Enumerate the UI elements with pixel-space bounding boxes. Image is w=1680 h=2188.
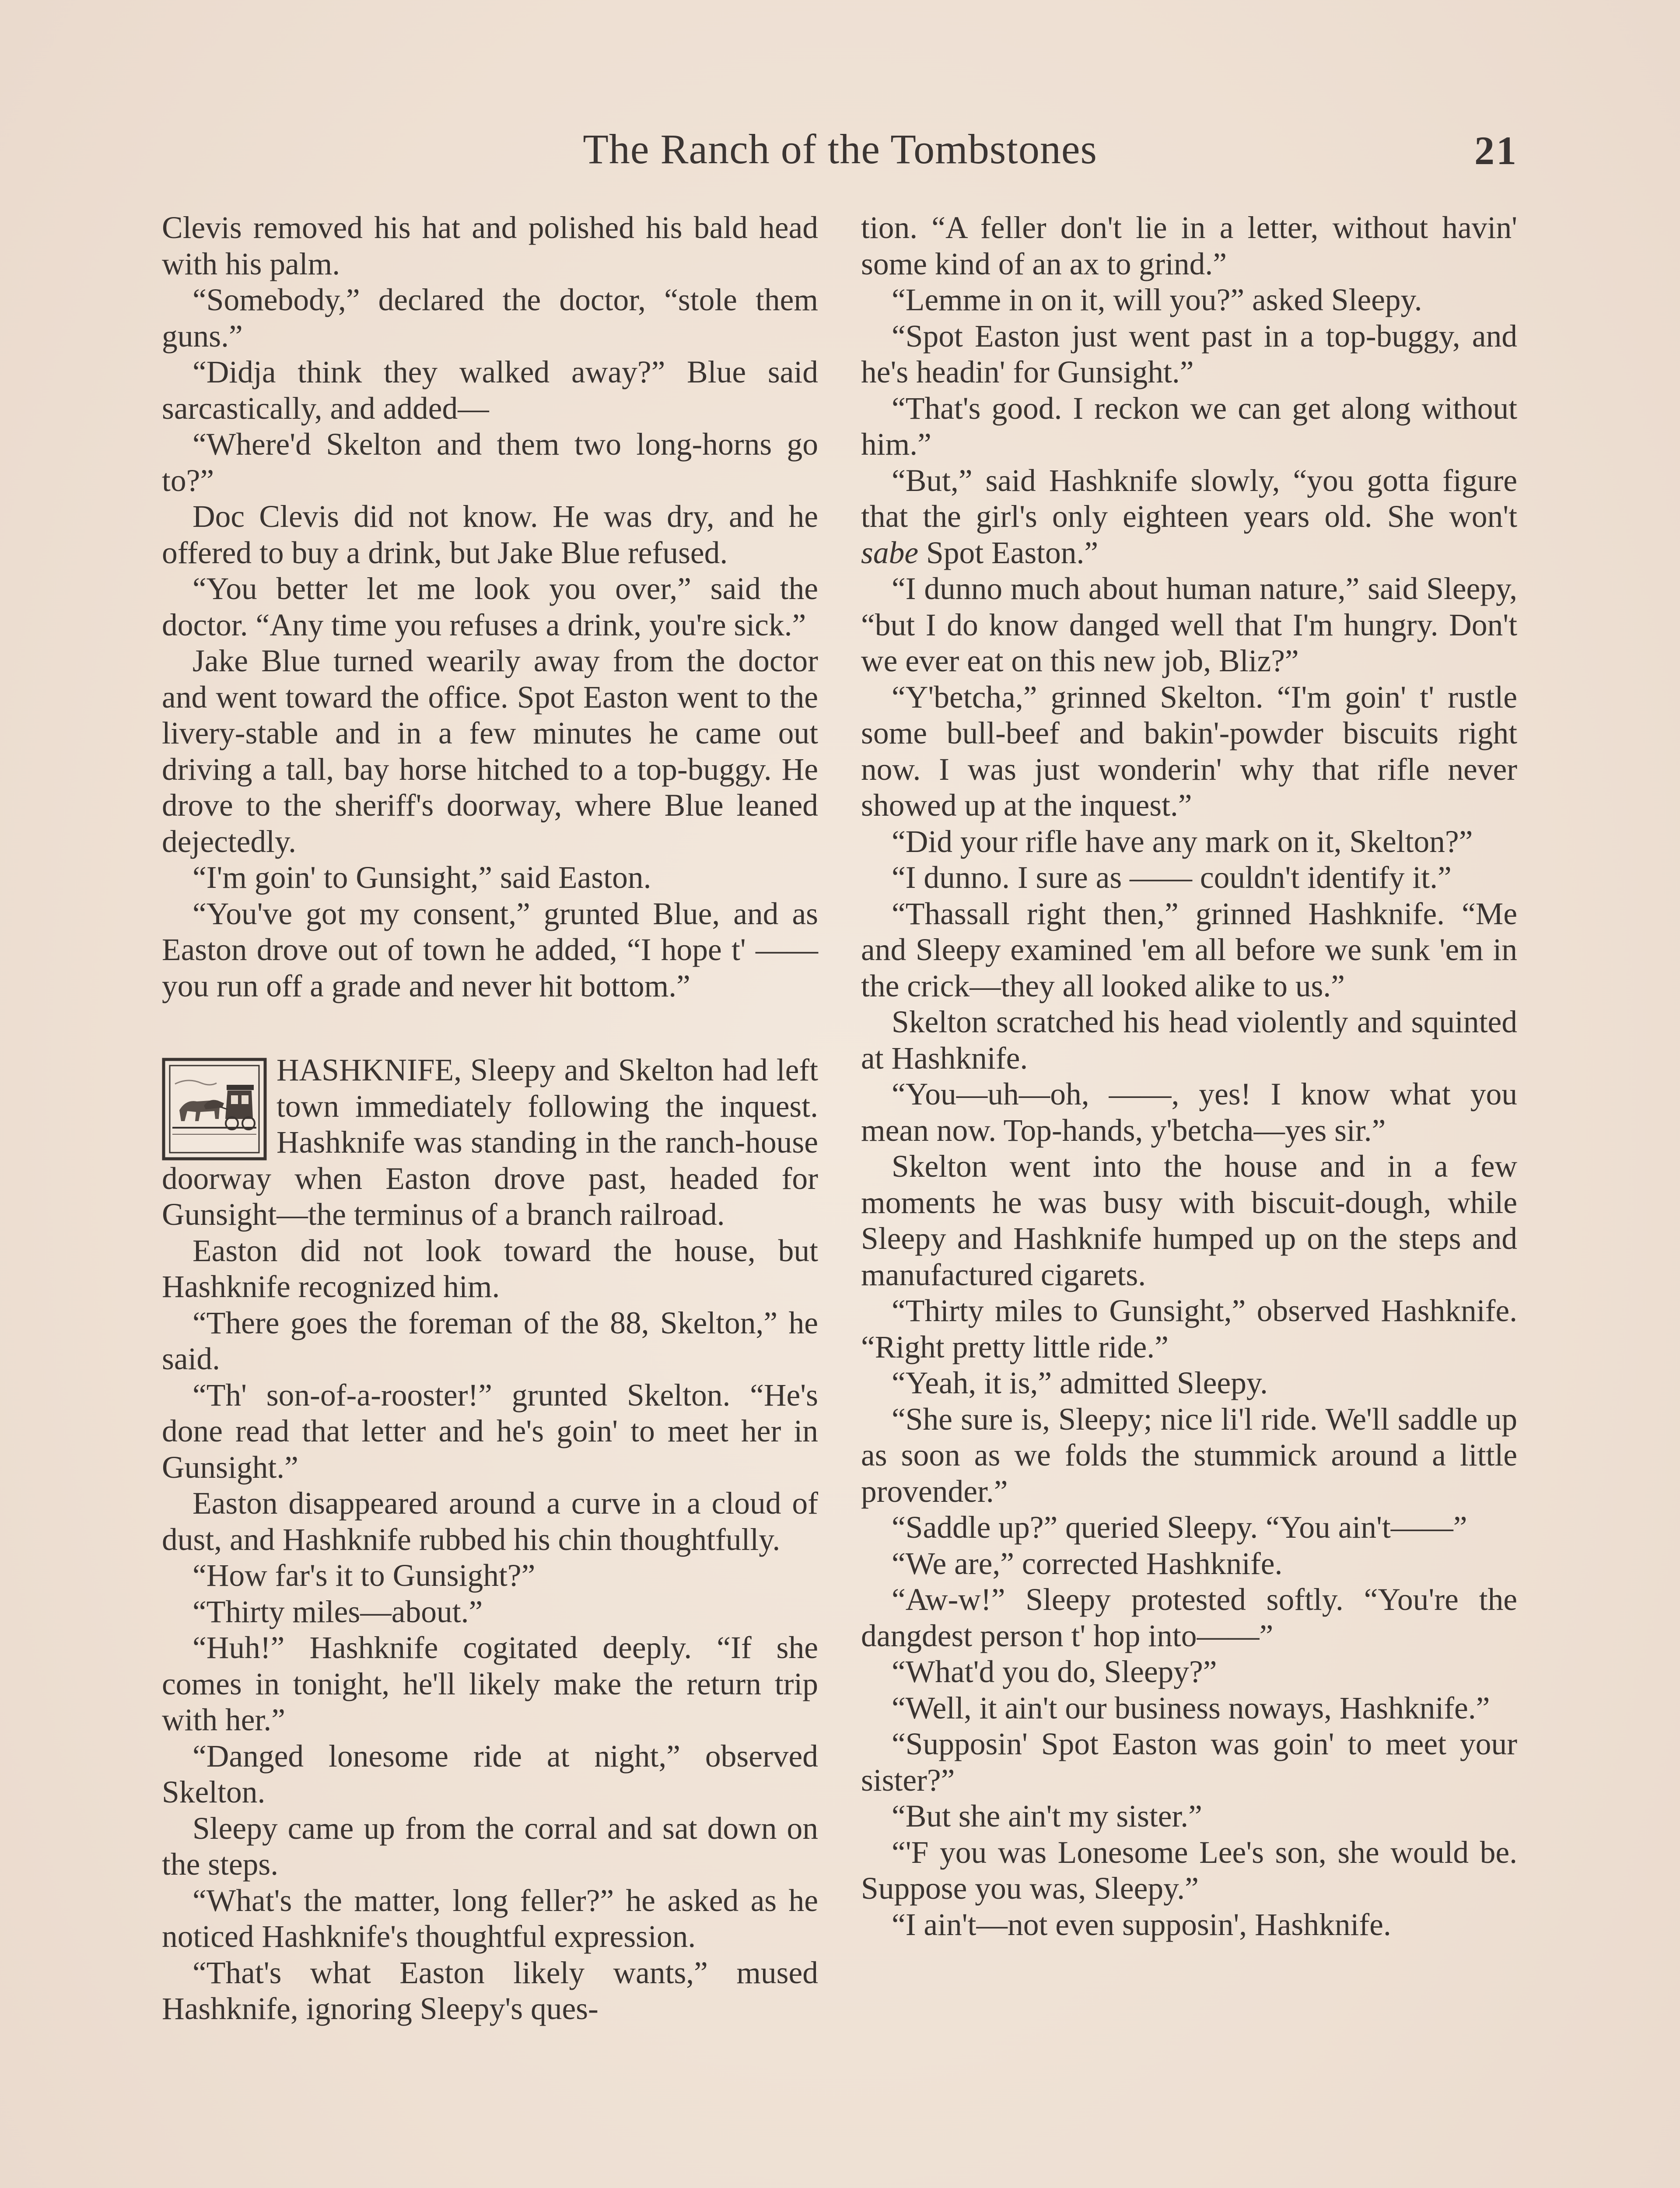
paragraph: “Th' son-of-a-rooster!” grunted Skelton. “He's done read that letter and he's goin' to meet her in Gunsight.” [162,1378,818,1485]
italic-word: sabe [861,535,919,570]
paragraph: “I dunno. I sure as —— couldn't identify it.” [892,860,1452,895]
paragraph: Skelton went into the house and in a few moments he was busy with biscuit-dough, while Sleepy and Hashknife humped up on the steps and manufactured cigarets. [861,1149,1517,1292]
paragraph: “I ain't—not even supposin', Hashknife. [892,1907,1391,1942]
paragraph: “There goes the foreman of the 88, Skelton,” he said. [162,1305,818,1376]
paragraph: “What's the matter, long feller?” he asked as he noticed Hashknife's thoughtful expression. [162,1883,818,1954]
right-column [861,210,1517,1943]
paragraph: “Thirty miles—about.” [192,1594,483,1629]
paragraph: “What'd you do, Sleepy?” [892,1655,1217,1689]
paragraph: “Thirty miles to Gunsight,” observed Hashknife. “Right pretty little ride.” [861,1294,1517,1364]
paragraph: tion. “A feller don't lie in a letter, without havin' some kind of an ax to grind.” [861,210,1517,281]
paragraph: “Where'd Skelton and them two long-horns go to?” [162,427,818,498]
paragraph: “Aw-w!” Sleepy protested softly. “You're the dangdest person t' hop into——” [861,1582,1517,1653]
paragraph: Clevis removed his hat and polished his bald head with his palm. [162,210,818,281]
paragraph: Skelton scratched his head violently and squinted at Hashknife. [861,1005,1517,1076]
paragraph: “How far's it to Gunsight?” [192,1558,536,1593]
paragraph: “We are,” corrected Hashknife. [892,1546,1283,1581]
paragraph: “That's good. I reckon we can get along without him.” [861,391,1517,462]
paragraph: “Well, it ain't our business noways, Hashknife.” [892,1690,1490,1725]
paragraph: Doc Clevis did not know. He was dry, and he offered to buy a drink, but Jake Blue refused. [162,499,818,570]
paragraph [861,463,1517,572]
paragraph: “Huh!” Hashknife cogitated deeply. “If she comes in tonight, he'll likely make the return trip with her.” [162,1630,818,1737]
paragraph: “She sure is, Sleepy; nice li'l ride. We'll saddle up as soon as we folds the stummick around a little provender.” [861,1402,1517,1509]
paragraph: “Did your rifle have any mark on it, Skelton?” [892,824,1473,859]
paragraph: Easton did not look toward the house, but Hashknife recognized him. [162,1233,818,1304]
section-first-paragraph [162,1052,818,1233]
decorative-initial-stagecoach-icon [162,1058,267,1161]
page-number: 21 [1474,128,1518,173]
paragraph: “Didja think they walked away?” Blue said sarcastically, and added— [162,355,818,426]
paragraph-part: “But,” said Hashknife slowly, “you gotta figure that the girl's only eighteen years old. She won't [861,463,1517,534]
paragraph: Sleepy came up from the corral and sat down on the steps. [162,1811,818,1882]
left-column [162,210,818,2027]
paragraph: “You've got my consent,” grunted Blue, and as Easton drove out of town he added, “I hope t' —— you run off a grade and never hit bottom.” [162,896,818,1003]
paragraph: “You—uh—oh, ——, yes! I know what you mean now. Top-hands, y'betcha—yes sir.” [861,1077,1517,1148]
running-title: The Ranch of the Tombstones [583,126,1097,172]
paragraph: Jake Blue turned wearily away from the doctor and went toward the office. Spot Easton went to the livery-stable and in a few minutes he came out driving a tall, bay horse hitched to a top-buggy. He drove to the sheriff's doorway, where Blue leaned dejectedly. [162,644,818,859]
paragraph: “Y'betcha,” grinned Skelton. “I'm goin' t' rustle some bull-beef and bakin'-powder biscuits right now. I was just wonderin' why that rifle never showed up at the inquest.” [861,680,1517,823]
paragraph: “Thassall right then,” grinned Hashknife. “Me and Sleepy examined 'em all before we sunk 'em in the crick—they all looked alike to us.” [861,896,1517,1003]
paragraph: “You better let me look you over,” said the doctor. “Any time you refuses a drink, you're sick.” [162,572,818,642]
section-first-paragraph-text: HASHKNIFE, Sleepy and Skelton had left town immediately following the inquest. Hashknife was standing in the ranch-house doorway when Easton drove past, headed for Gunsight—the terminus of a branch railroad. [162,1053,818,1232]
paragraph: “Somebody,” declared the doctor, “stole them guns.” [162,283,818,354]
paragraph: “Spot Easton just went past in a top-buggy, and he's headin' for Gunsight.” [861,319,1517,389]
paragraph: “'F you was Lonesome Lee's son, she would be. Suppose you was, Sleepy.” [861,1835,1517,1906]
paragraph: “That's what Easton likely wants,” mused Hashknife, ignoring Sleepy's ques- [162,1955,818,2026]
paragraph: “Yeah, it is,” admitted Sleepy. [892,1366,1268,1400]
paragraph-part: Spot Easton.” [918,535,1099,570]
page-header [162,125,1518,182]
paragraph: Easton disappeared around a curve in a cloud of dust, and Hashknife rubbed his chin thoughtfully. [162,1486,818,1557]
paragraph: “Saddle up?” queried Sleepy. “You ain't——” [892,1510,1467,1545]
paragraph: “But she ain't my sister.” [892,1799,1202,1834]
section-opening [162,1004,818,1233]
paragraph: “Lemme in on it, will you?” asked Sleepy. [892,283,1422,317]
paragraph: “I dunno much about human nature,” said Sleepy, “but I do know danged well that I'm hungry. Don't we ever eat on this new job, Bliz?” [861,572,1517,678]
paragraph: “Supposin' Spot Easton was goin' to meet your sister?” [861,1727,1517,1798]
paragraph: “Danged lonesome ride at night,” observed Skelton. [162,1739,818,1809]
paragraph: “I'm goin' to Gunsight,” said Easton. [192,860,651,895]
